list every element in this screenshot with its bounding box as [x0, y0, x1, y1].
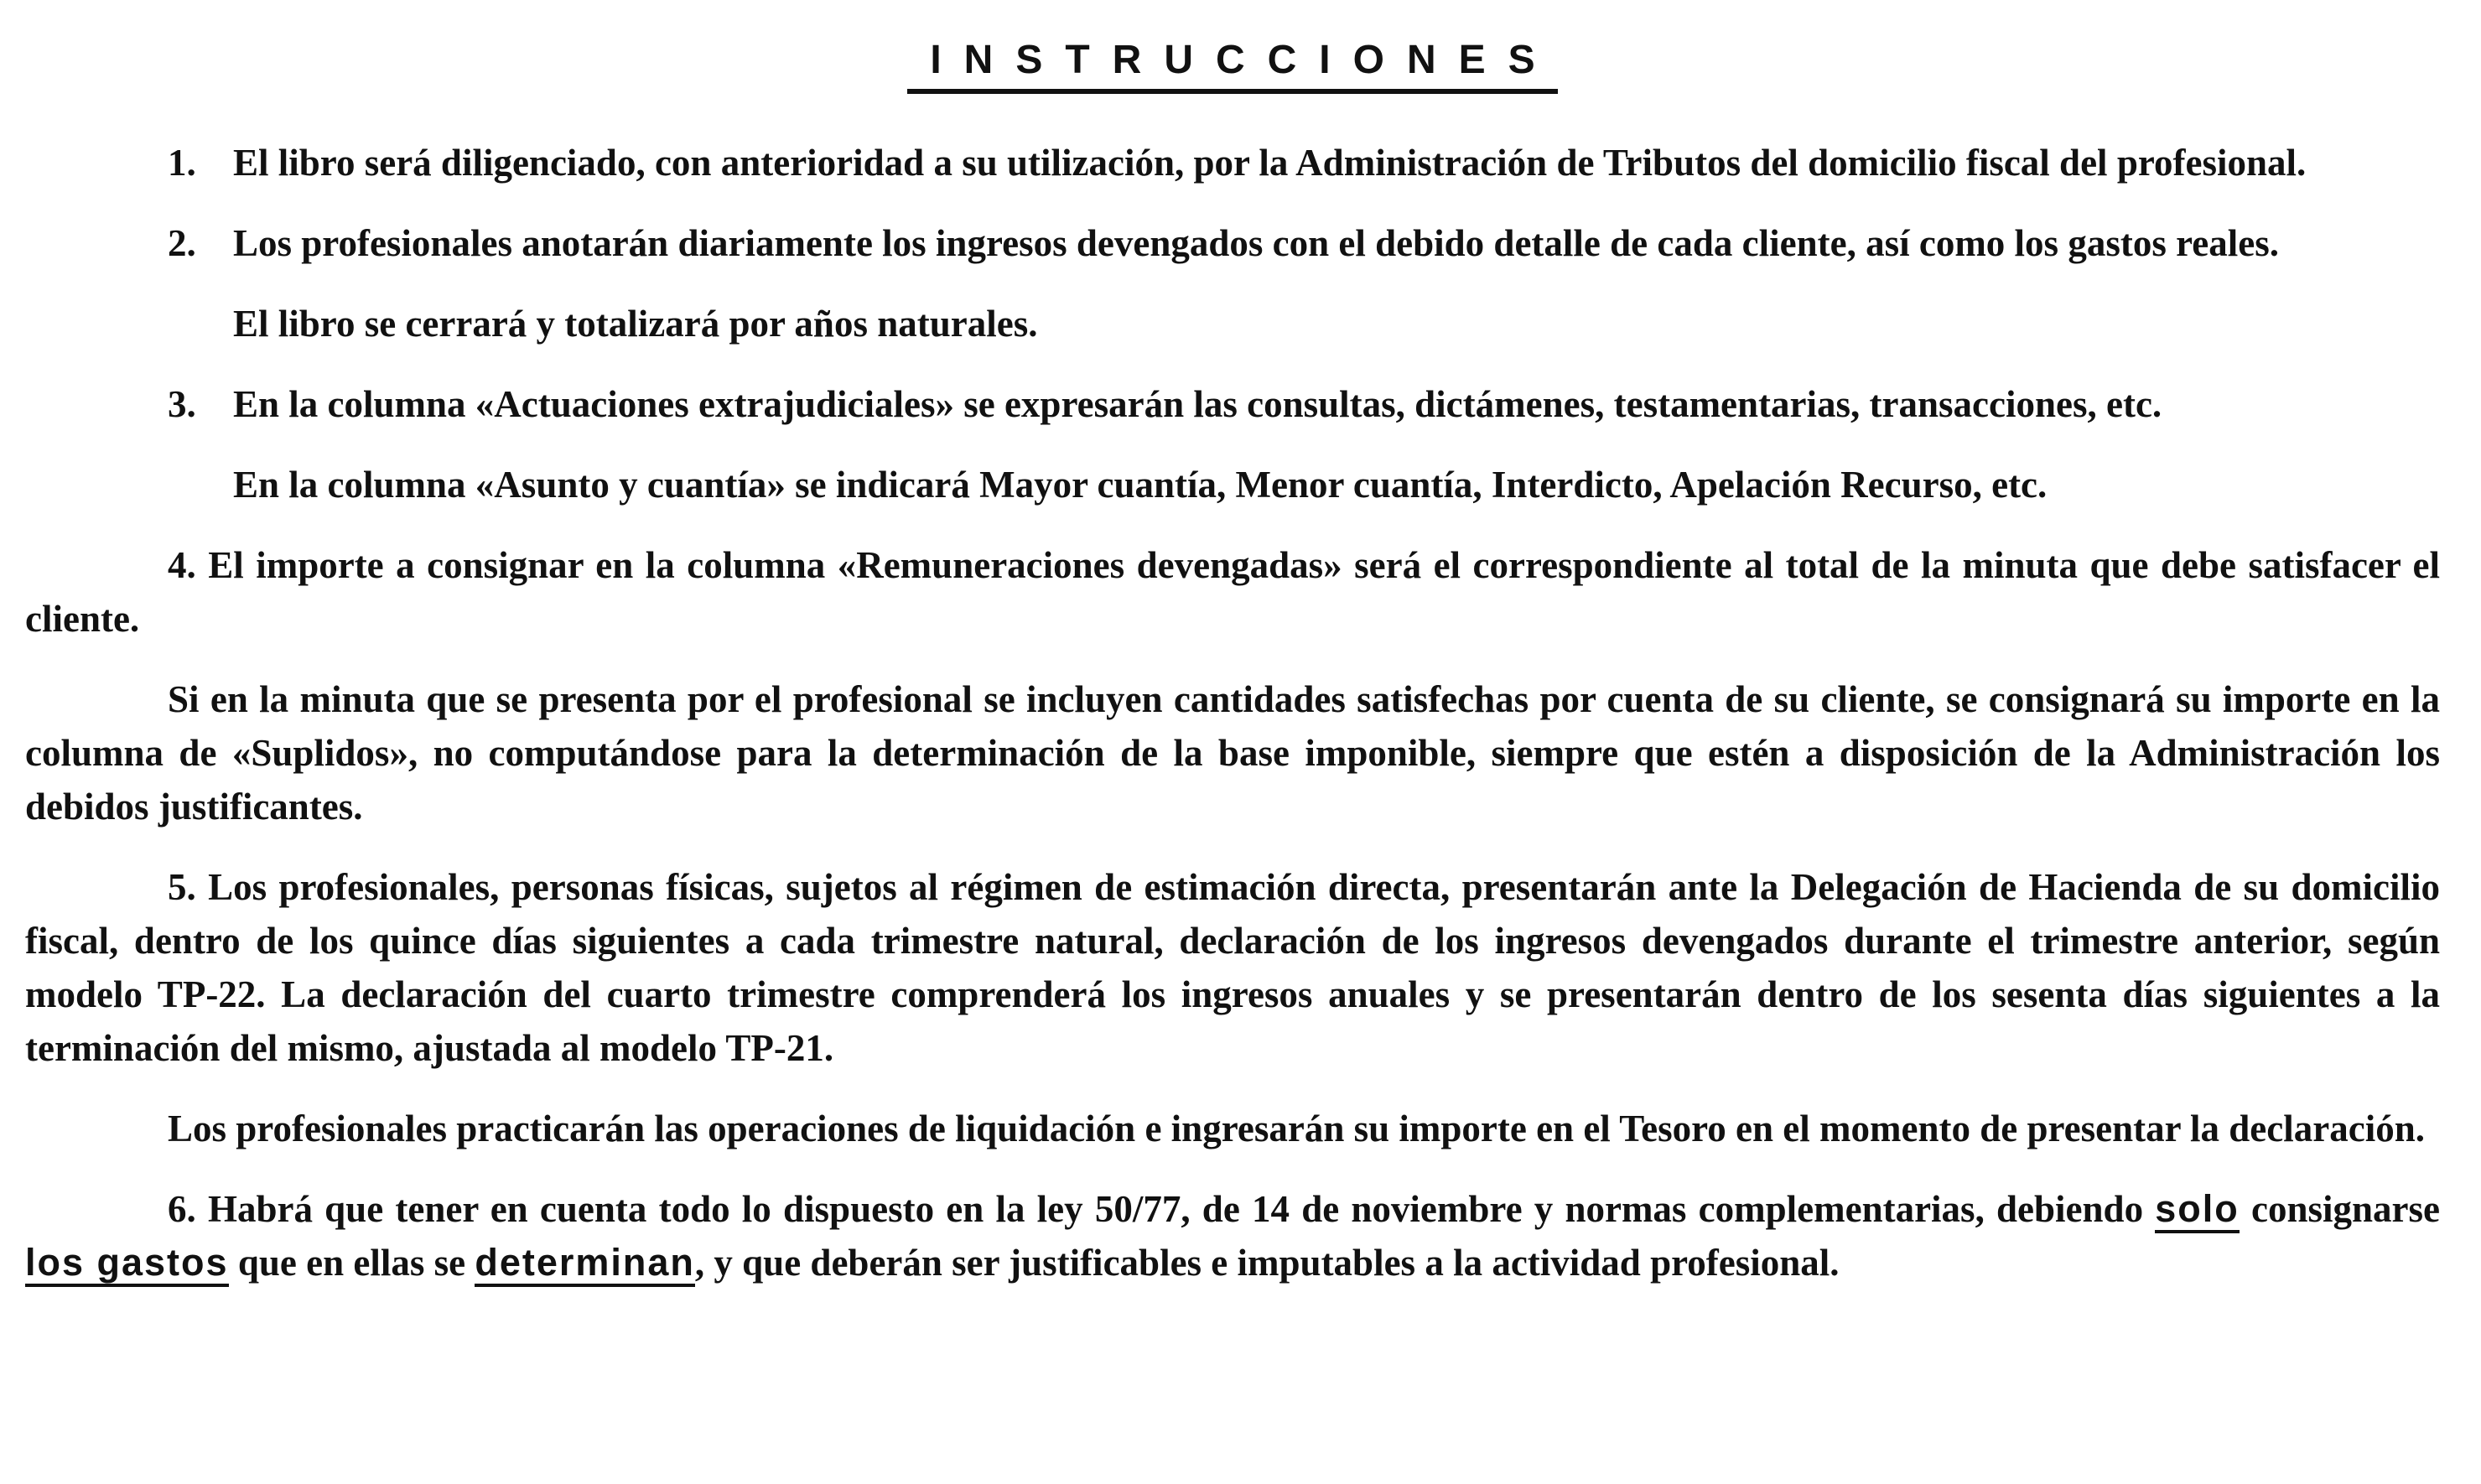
- instruction-2-continuation: El libro se cerrará y totalizará por años naturales.: [233, 303, 1038, 345]
- underlined-determinan: determinan: [475, 1241, 695, 1287]
- instruction-6-text-part4: , y que deberán ser justificables e imputables a la actividad profesional.: [694, 1242, 1840, 1284]
- instruction-2: [25, 216, 2440, 270]
- instruction-5-continuation: Los profesionales practicarán las operaciones de liquidación e ingresarán su importe en el Tesoro en el momento de presentar la declaración.: [168, 1108, 2425, 1149]
- instruction-3: [25, 377, 2440, 431]
- instruction-6: [25, 1182, 2440, 1289]
- instruction-5: 5. Los profesionales, personas físicas, sujetos al régimen de estimación directa, presentarán ante la Delegación de Hacienda de su domicilio fiscal, dentro de los quince días siguientes a cada trimestre natural, declaración de los ingresos devengados durante el trimestre anterior, según modelo TP-22. La declaración del cuarto trimestre comprenderá los ingresos anuales y se presentarán dentro de los sesenta días siguientes a la terminación del mismo, ajustada al modelo TP-21.: [25, 866, 2440, 1069]
- instruction-4: 4. El importe a consignar en la columna «Remuneraciones devengadas» será el correspondiente al total de la minuta que debe satisfacer el cliente.: [25, 544, 2440, 640]
- instruction-3-continuation: En la columna «Asunto y cuantía» se indicará Mayor cuantía, Menor cuantía, Interdicto, Apelación Recurso, etc.: [233, 464, 2048, 506]
- instruction-1: [25, 136, 2440, 189]
- instruction-1-number: 1.: [168, 142, 196, 184]
- page-title: INSTRUCCIONES: [907, 35, 1557, 94]
- instruction-2-number: 2.: [168, 222, 196, 264]
- instruction-4-continuation: Si en la minuta que se presenta por el profesional se incluyen cantidades satisfechas por cuenta de su cliente, se consignará su importe en la columna de «Suplidos», no computándose para la determinación de la base imponible, siempre que estén a disposición de la Administración los debidos justificantes.: [25, 678, 2440, 828]
- instruction-3-number: 3.: [168, 383, 196, 425]
- instruction-2-text: Los profesionales anotarán diariamente los ingresos devengados con el debido detalle de cada cliente, así como los gastos reales.: [233, 222, 2279, 264]
- title-container: [25, 35, 2440, 107]
- instruction-1-text: El libro será diligenciado, con anterioridad a su utilización, por la Administración de Tributos del domicilio fiscal del profesional.: [233, 142, 2307, 184]
- instruction-6-text-part2: consignarse: [2239, 1188, 2440, 1230]
- instruction-6-text-part1: 6. Habrá que tener en cuenta todo lo dispuesto en la ley 50/77, de 14 de noviembre y normas complementarias, debiendo: [168, 1188, 2156, 1230]
- instruction-3-text: En la columna «Actuaciones extrajudiciales» se expresarán las consultas, dictámenes, testamentarias, transacciones, etc.: [233, 383, 2162, 425]
- instruction-6-text-part3: que en ellas se: [228, 1242, 475, 1284]
- instructions-body: [25, 136, 2440, 1289]
- underlined-los-gastos: los gastos: [25, 1241, 229, 1287]
- instructions-page: [25, 25, 2440, 1467]
- underlined-solo: solo: [2155, 1187, 2240, 1233]
